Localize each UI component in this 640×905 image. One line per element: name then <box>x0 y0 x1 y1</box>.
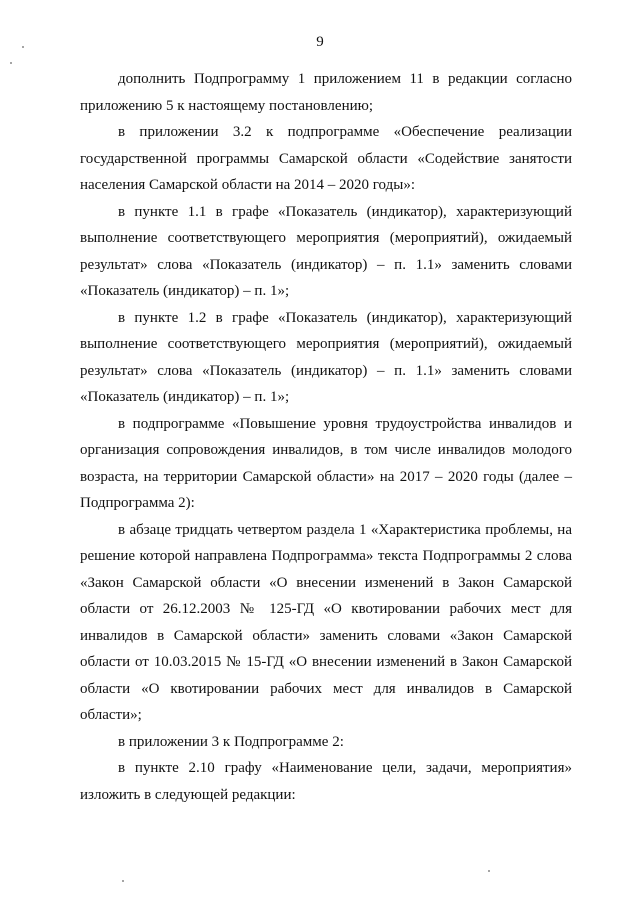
paragraph-appendix-3: в приложении 3 к Подпрограмме 2: <box>118 733 344 750</box>
scan-speck <box>122 880 124 882</box>
scan-speck <box>22 46 24 48</box>
paragraph-item-1-1: в пункте 1.1 в графе «Показатель (индикатор), характеризующий выполнение соответствующего мероприятия (мероприятий), ожидаемый результат» слова «Показатель (индикатор) – п. 1.1» заменить словами «Показатель (индикатор) – п. 1»; <box>80 203 572 299</box>
page-number: 9 <box>316 34 324 50</box>
paragraph-subprogram-2: в подпрограмме «Повышение уровня трудоустройства инвалидов и организация сопровождения инвалидов, в том числе инвалидов молодого возраста, на территории Самарской области» на 2017 – 2020 годы (далее – Подпрограмма 2): <box>80 415 572 511</box>
document-body <box>80 66 572 808</box>
paragraph-item-2-10: в пункте 2.10 графу «Наименование цели, задачи, мероприятия» изложить в следующей редакции: <box>80 760 572 803</box>
paragraph-section-1-amendment: в абзаце тридцать четвертом раздела 1 «Характеристика проблемы, на решение которой направлена Подпрограмма» текста Подпрограммы 2 слова «Закон Самарской области «О внесении изменений в Закон Самарской области от 26.12.2003 № 125-ГД «О квотировании рабочих мест для инвалидов в Самарской области» заменить словами «Закон Самарской области от 10.03.2015 № 15-ГД «О внесении изменений в Закон Самарской области «О квотировании рабочих мест для инвалидов в Самарской области»; <box>80 521 572 723</box>
scan-speck <box>488 870 490 872</box>
paragraph-add-appendix-11: дополнить Подпрограмму 1 приложением 11 в редакции согласно приложению 5 к настоящему постановлению; <box>80 71 572 114</box>
paragraph-item-1-2: в пункте 1.2 в графе «Показатель (индикатор), характеризующий выполнение соответствующего мероприятия (мероприятий), ожидаемый результат» слова «Показатель (индикатор) – п. 1.1» заменить словами «Показатель (индикатор) – п. 1»; <box>80 309 572 405</box>
paragraph-appendix-3-2: в приложении 3.2 к подпрограмме «Обеспечение реализации государственной программы Самарской области «Содействие занятости населения Самарской области на 2014 – 2020 годы»: <box>80 124 572 193</box>
scan-speck <box>10 62 12 64</box>
